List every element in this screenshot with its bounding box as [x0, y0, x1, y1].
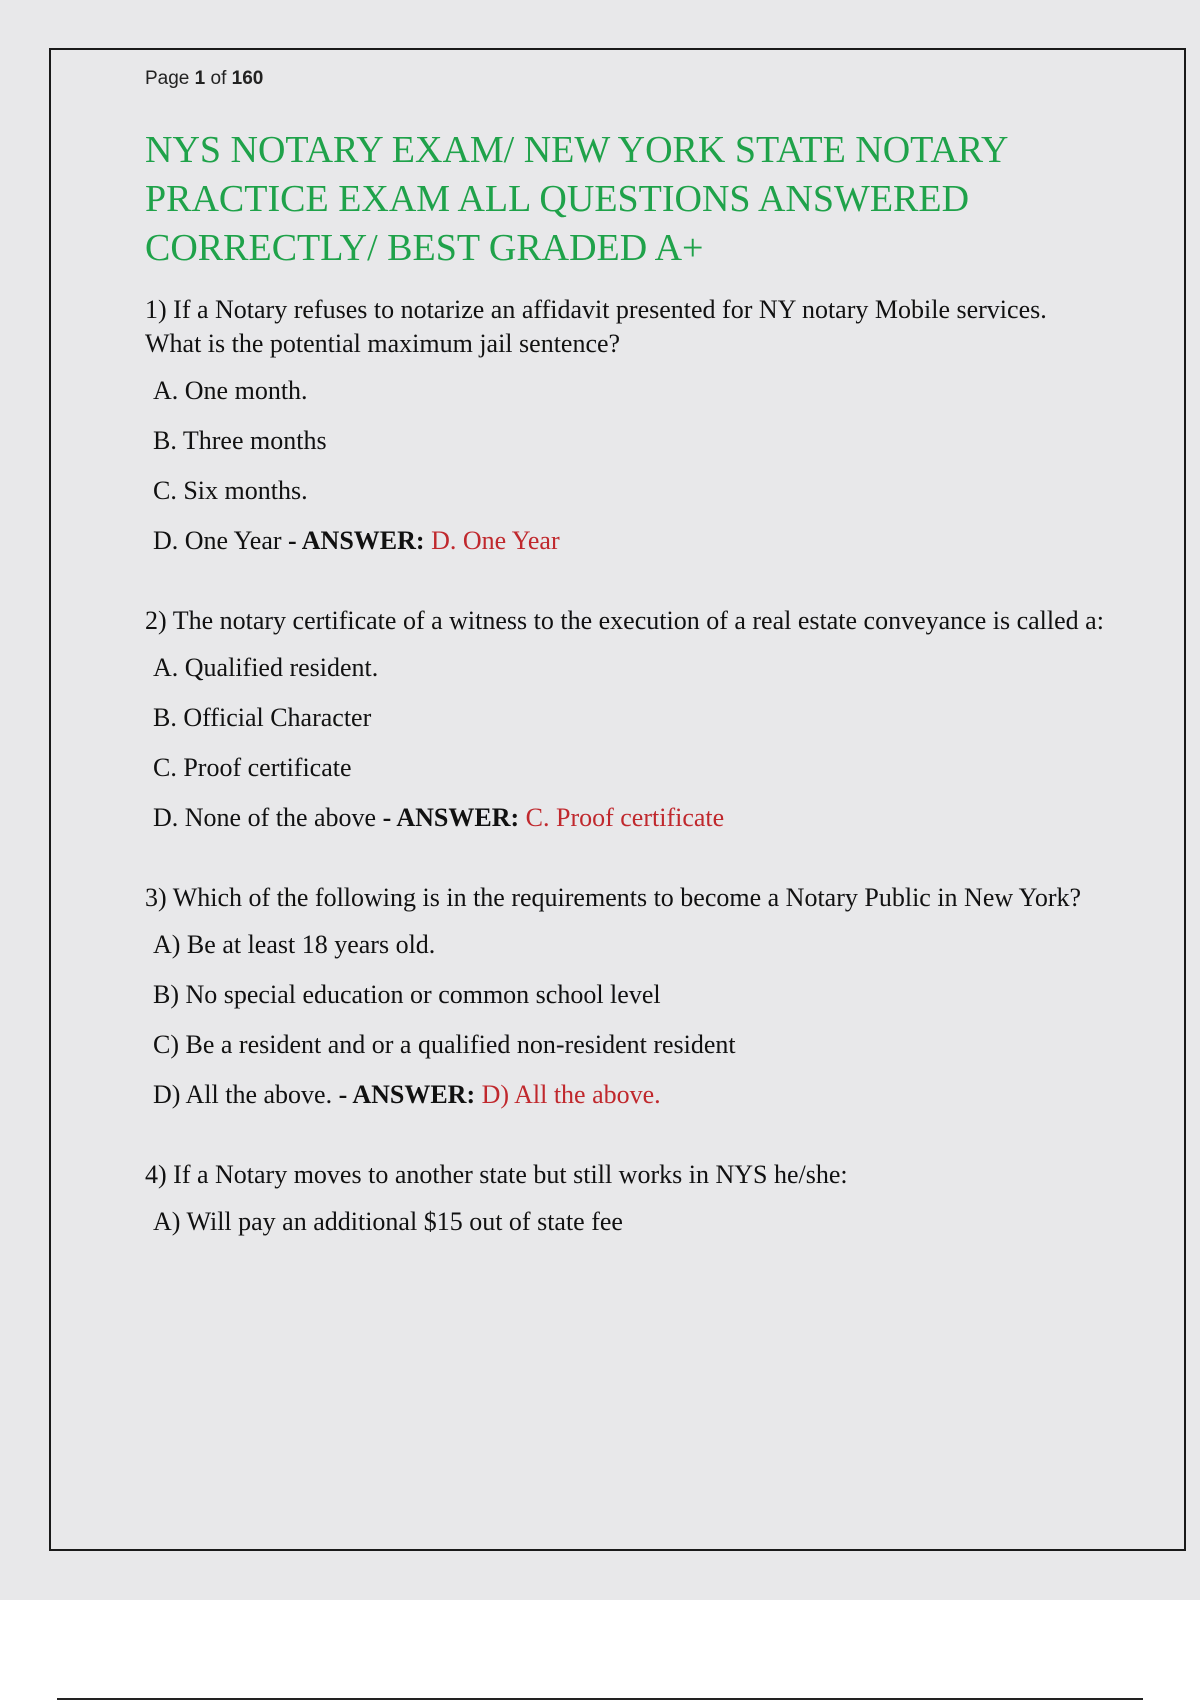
question-text: 1) If a Notary refuses to notarize an affidavit presented for NY notary Mobile services. What is the potential maximum jail sentence? — [145, 295, 1047, 358]
option-b: B. Official Character — [153, 703, 372, 732]
option-c: C. Proof certificate — [153, 753, 352, 782]
answer-label: ANSWER: — [301, 526, 425, 555]
option-d — [153, 801, 1105, 835]
page-number — [145, 68, 1105, 90]
document-title: NYS NOTARY EXAM/ NEW YORK STATE NOTARY PRACTICE EXAM ALL QUESTIONS ANSWERED CORRECTLY/ BEST GRADED A+ — [145, 129, 1008, 269]
answer-value: D) All the above. — [481, 1080, 661, 1109]
question-text: 2) The notary certificate of a witness to the execution of a real estate conveyance is called a: — [145, 606, 1104, 635]
option-d-text: D) All the above. — [153, 1080, 333, 1109]
option-d-text: D. None of the above — [153, 803, 377, 832]
option-a: A. Qualified resident. — [153, 653, 379, 682]
page-of-label: of — [210, 68, 227, 89]
option-b: B) No special education or common school level — [153, 980, 661, 1009]
option-d — [153, 1078, 1105, 1112]
question-4 — [145, 1158, 1105, 1239]
option-d-text: D. One Year — [153, 526, 282, 555]
answer-value: C. Proof certificate — [525, 803, 725, 832]
answer-label: ANSWER: — [352, 1080, 476, 1109]
option-a: A. One month. — [153, 376, 308, 405]
option-b: B. Three months — [153, 426, 327, 455]
option-c: C. Six months. — [153, 476, 308, 505]
answer-value: D. One Year — [431, 526, 560, 555]
option-c: C) Be a resident and or a qualified non-resident resident — [153, 1030, 736, 1059]
page-current: 1 — [194, 68, 206, 89]
option-d — [153, 524, 1105, 558]
answer-label: ANSWER: — [396, 803, 520, 832]
document-content — [145, 68, 1105, 1285]
question-1 — [145, 293, 1105, 558]
option-a: A) Be at least 18 years old. — [153, 930, 436, 959]
answer-separator: - — [376, 803, 397, 832]
page-total: 160 — [231, 68, 264, 89]
page-label: Page — [145, 68, 190, 89]
question-3 — [145, 881, 1105, 1112]
question-text: 3) Which of the following is in the requirements to become a Notary Public in New York? — [145, 883, 1082, 912]
answer-separator: - — [332, 1080, 353, 1109]
option-a: A) Will pay an additional $15 out of state fee — [153, 1207, 623, 1236]
question-2 — [145, 604, 1105, 835]
question-text: 4) If a Notary moves to another state but still works in NYS he/she: — [145, 1160, 848, 1189]
answer-separator: - — [281, 526, 302, 555]
